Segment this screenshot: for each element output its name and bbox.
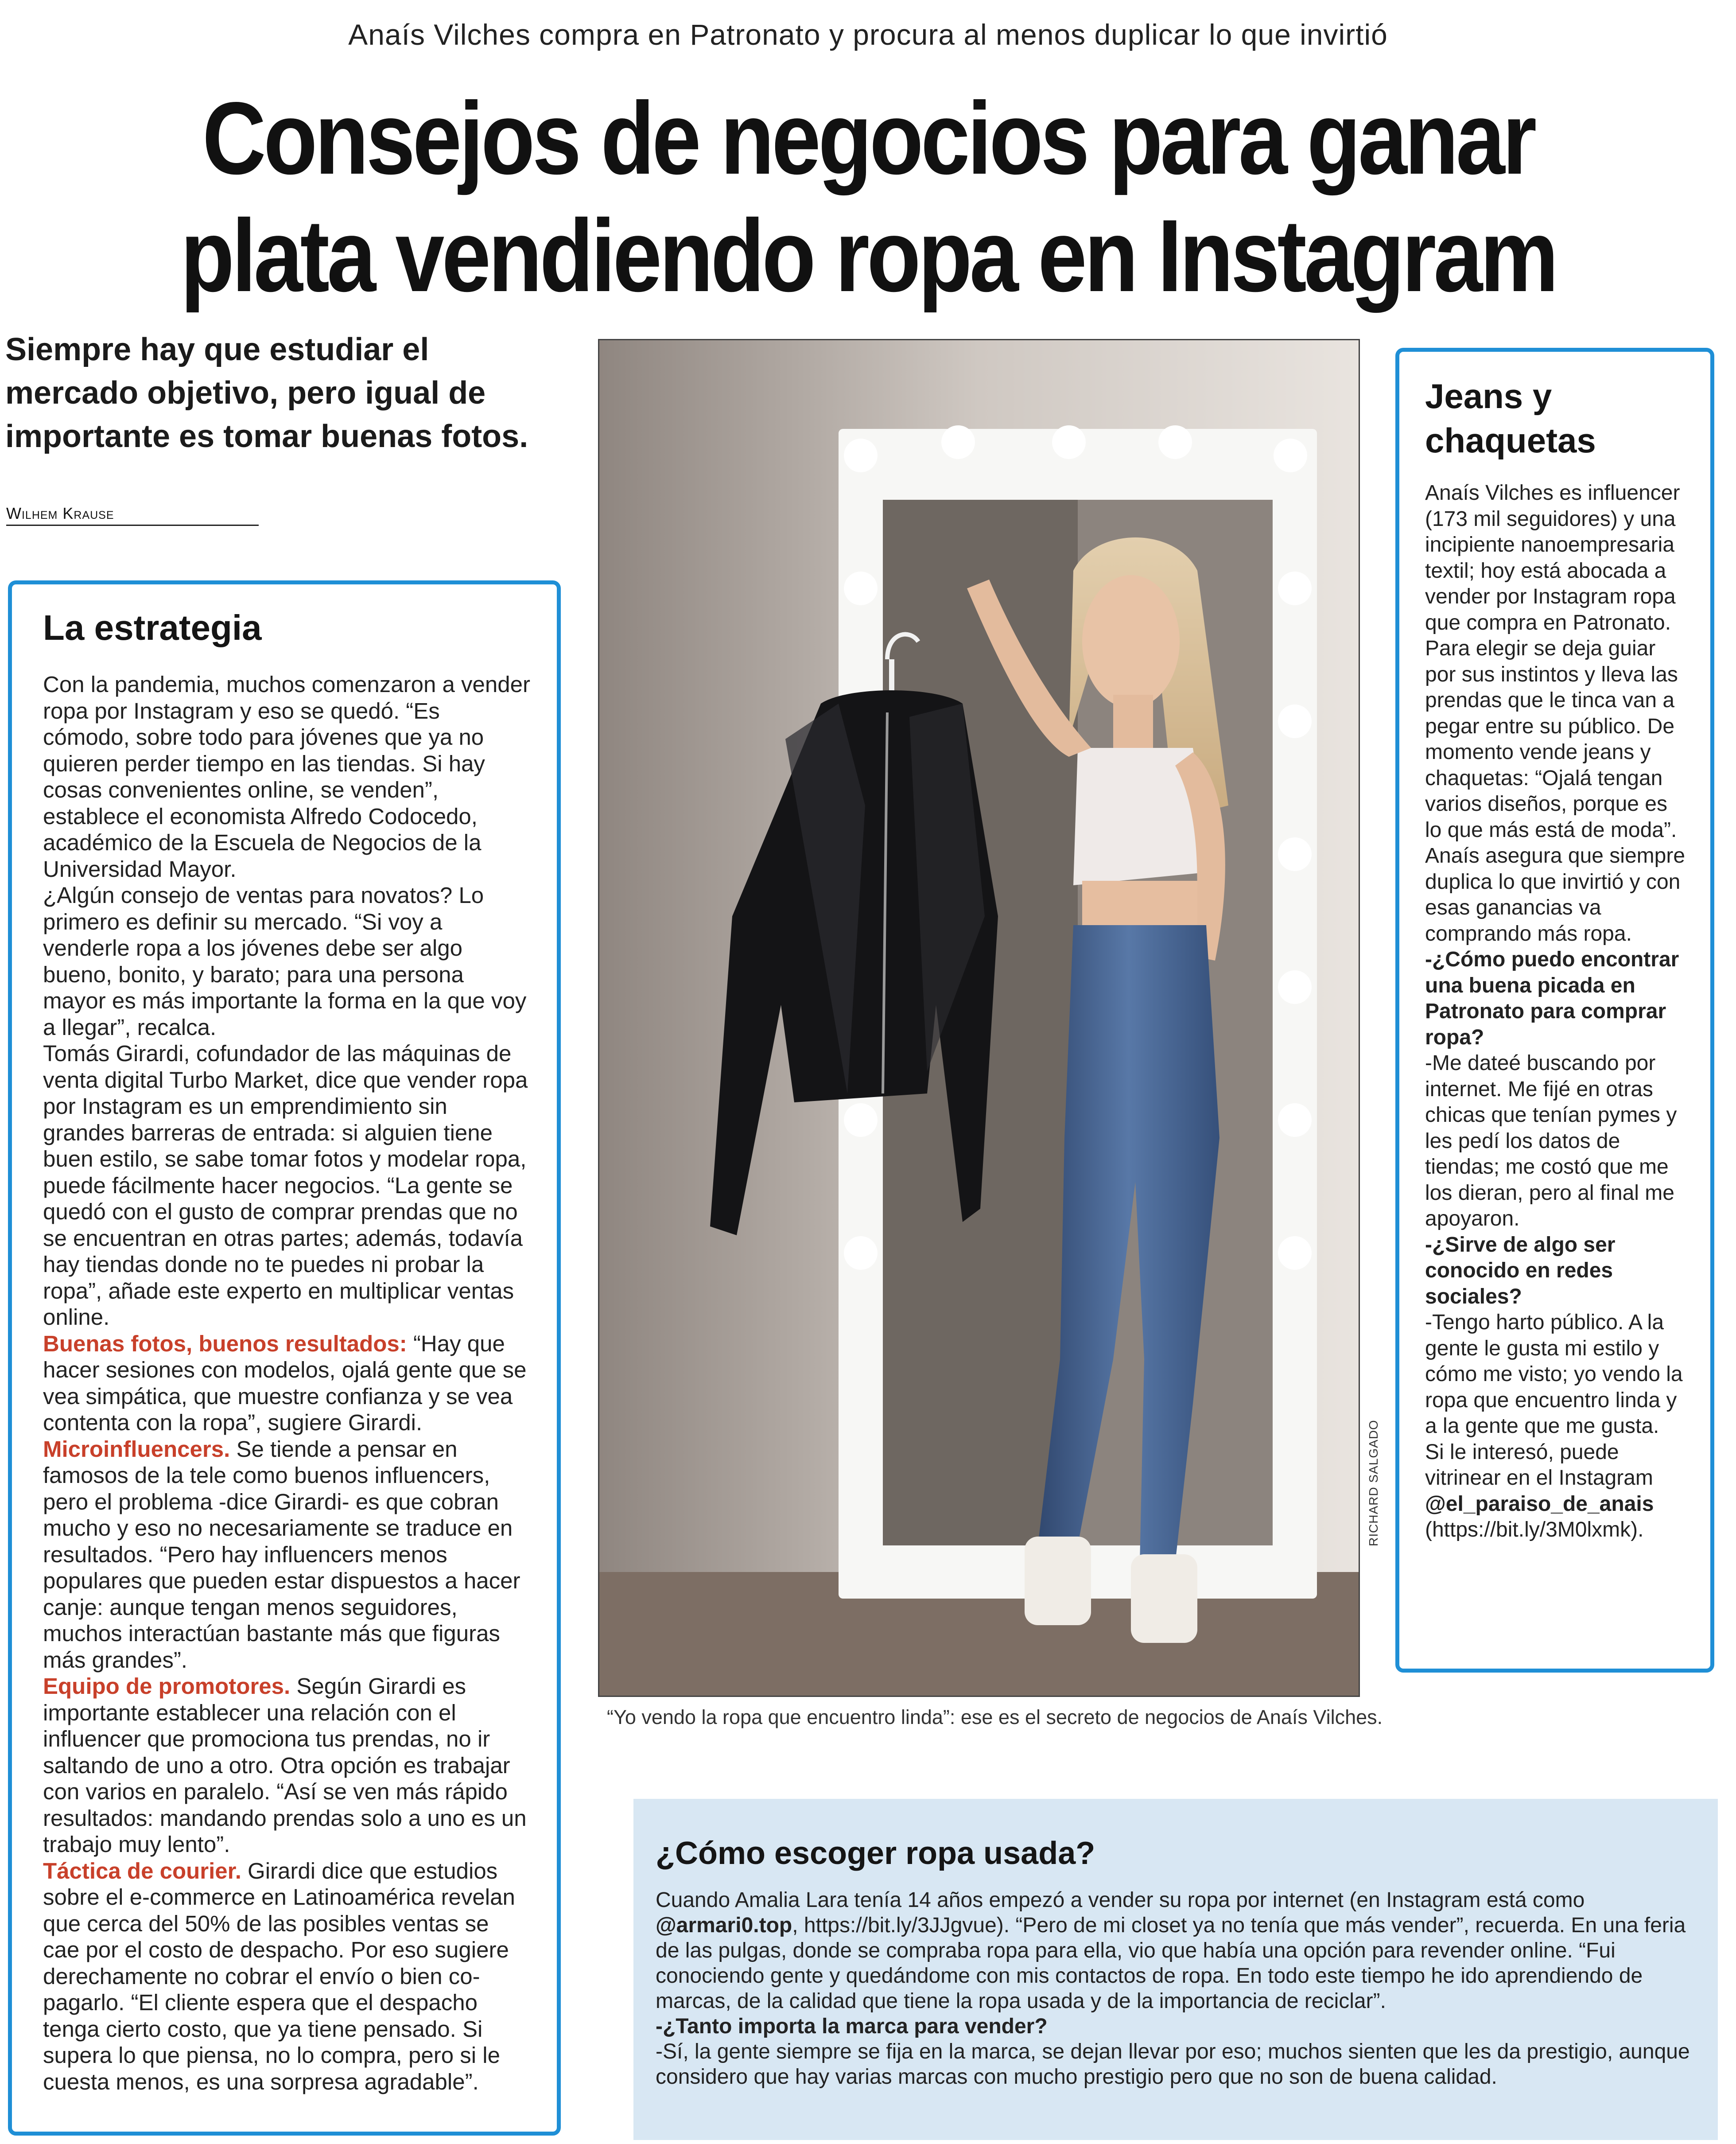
deck: Siempre hay que estudiar el mercado objetivo, pero igual de importante es tomar buenas fotos.: [5, 332, 528, 454]
photo-illustration: [599, 340, 1359, 1696]
estrategia-paragraph-5-text: Se tiende a pensar en famosos de la tele como buenos influencers, pero el problema -dice Girardi- es que cobran mucho y eso no necesariamente se traduce en resultados. “Pero hay influencers menos populares que pueden estar dispuestos a hacer canje: aunque tengan menos seguidores, muchos interactúan bastante más que figuras más grandes”.: [43, 1436, 520, 1673]
headline-line-1: Consejos de negocios para ganar: [202, 81, 1534, 196]
jeans-link[interactable]: (https://bit.ly/3M0lxmk).: [1425, 1518, 1644, 1541]
estrategia-paragraph-3: Tomás Girardi, cofundador de las máquinas de venta digital Turbo Market, dice que vender ropa por Instagram es un emprendimiento sin grandes barreras de entrada: si alguien tiene buen estilo, se sabe tomar fotos y modelar ropa, puede fácilmente hacer negocios. “La gente se quedó con el gusto de comprar prendas que no se encuentran en otras partes; además, todavía hay tiendas donde no te puedes ni probar la ropa”, añade este experto en multiplicar ventas online.: [43, 1041, 528, 1330]
subhead-microinfluencers: Microinfluencers.: [43, 1436, 230, 1462]
usada-body: [656, 1887, 1692, 2090]
estrategia-paragraph-1: Con la pandemia, muchos comenzaron a vender ropa por Instagram y eso se quedó. “Es cómodo, sobre todo para jóvenes que ya no quieren perder tiempo en las tiendas. Si hay cosas convenientes online, se venden”, establece el economista Alfredo Codocedo, académico de la Escuela de Negocios de la Universidad Mayor.: [43, 672, 530, 882]
usada-paragraph-1-start: Cuando Amalia Lara tenía 14 años empezó a vender su ropa por internet (en Instagram está como: [656, 1888, 1585, 1912]
jeans-question-1: -¿Cómo puedo encontrar una buena picada en Patronato para comprar ropa?: [1425, 948, 1679, 1049]
estrategia-paragraph-7-text: Girardi dice que estudios sobre el e-commerce en Latinoamérica revelan que cerca del 50% de las posibles ventas se cae por el costo de despacho. Por eso sugiere derechamente no cobrar el envío o bien co-pagarlo. “El cliente espera que el despacho tenga cierto costo, que ya tiene pensado. Si supera lo que piensa, no lo compra, pero si le cuesta menos, es una sorpresa agradable”.: [43, 1858, 515, 2094]
estrategia-title: La estrategia: [43, 608, 262, 647]
jeans-body: [1425, 480, 1687, 1543]
headline-line-2: plata vendiendo ropa en Instagram: [180, 198, 1556, 313]
byline: Wilhem Krause: [6, 504, 114, 522]
estrategia-body: [43, 671, 530, 2095]
jeans-box: [1395, 348, 1714, 1673]
byline-rule: [6, 525, 259, 526]
headline: [152, 80, 1585, 315]
estrategia-paragraph-2: ¿Algún consejo de ventas para novatos? Lo primero es definir su mercado. “Si voy a venderle ropa a los jóvenes debe ser algo bueno, bonito, y barato; para una persona mayor es más importante la forma en la que voy a llegar”, recalca.: [43, 883, 527, 1040]
jeans-instagram-handle[interactable]: @el_paraiso_de_anais: [1425, 1492, 1654, 1516]
usada-paragraph-1-end: , https://bit.ly/3JJgvue). “Pero de mi closet ya no tenía que más vender”, recuerda. En una feria de las pulgas, donde se compraba ropa para ella, vio que había una opción para revender online. “Fui conociendo gente y quedándome con mis contactos de ropa. En todo este tiempo he ido aprendiendo de marcas, de la calidad que tiene la ropa usada y de la importancia de reciclar”.: [656, 1914, 1686, 2013]
jeans-question-2: -¿Sirve de algo ser conocido en redes sociales?: [1425, 1233, 1616, 1308]
estrategia-box: [8, 580, 561, 2136]
main-photo: [598, 339, 1360, 1697]
estrategia-paragraph-7: [43, 1858, 530, 2095]
usada-instagram-handle[interactable]: @armari0.top: [656, 1914, 792, 1937]
photo-caption: “Yo vendo la ropa que encuentro linda”: ese es el secreto de negocios de Anaís Vilches.: [607, 1706, 1383, 1728]
usada-paragraph-1: [656, 1887, 1692, 2014]
estrategia-paragraph-4: [43, 1331, 530, 1436]
estrategia-paragraph-5: [43, 1436, 530, 1673]
jeans-paragraph-2: Anaís asegura que siempre duplica lo que invirtió y con esas ganancias va comprando más ropa.: [1425, 844, 1686, 946]
usada-title: ¿Cómo escoger ropa usada?: [656, 1836, 1095, 1871]
photo-credit: RICHARD SALGADO: [1367, 1420, 1380, 1546]
estrategia-paragraph-4-text: “Hay que hacer sesiones con modelos, ojalá gente que se vea simpática, que muestre confianza y se vea contenta con la ropa”, sugiere Girardi.: [43, 1331, 527, 1435]
subhead-tactica-courier: Táctica de courier.: [43, 1858, 241, 1883]
usada-question-1: -¿Tanto importa la marca para vender?: [656, 2015, 1048, 2038]
subhead-buenas-fotos: Buenas fotos, buenos resultados:: [43, 1331, 407, 1356]
subhead-equipo-promotores: Equipo de promotores.: [43, 1673, 291, 1699]
usada-answer-1: -Sí, la gente siempre se fija en la marca, se dejan llevar por eso; muchos sienten que les da prestigio, aunque considero que hay varias marcas con mucho prestigio pero que no son de buena calidad.: [656, 2040, 1690, 2089]
estrategia-paragraph-6: [43, 1673, 530, 1858]
estrategia-paragraph-6-text: Según Girardi es importante establecer una relación con el influencer que promociona tus prendas, no ir saltando de uno a otro. Otra opción es trabajar con varios en paralelo. “Así se ven más rápido resultados: mandando prendas solo a uno es un trabajo muy lento”.: [43, 1673, 527, 1857]
jeans-paragraph-1: Anaís Vilches es influencer (173 mil seguidores) y una incipiente nanoempresaria textil; hoy está abocada a vender por Instagram ropa que compra en Patronato. Para elegir se deja guiar por sus instintos y lleva las prendas que le tinca van a pegar entre su público. De momento vende jeans y chaquetas: “Ojalá tengan varios diseños, porque es lo que más está de moda”.: [1425, 481, 1680, 842]
jeans-paragraph-3: Si le interesó, puede vitrinear en el Instagram: [1425, 1440, 1653, 1490]
jeans-answer-2: -Tengo harto público. A la gente le gusta mi estilo y cómo me visto; yo vendo la ropa que encuentro linda y a la gente que me gusta.: [1425, 1311, 1683, 1438]
jeans-answer-1: -Me dateé buscando por internet. Me fijé en otras chicas que tenían pymes y les pedí los datos de tiendas; me costó que me los dieran, pero al final me apoyaron.: [1425, 1051, 1677, 1230]
jeans-title: Jeans y chaquetas: [1425, 377, 1596, 460]
ropa-usada-box: [633, 1799, 1718, 2140]
kicker: Anaís Vilches compra en Patronato y procura al menos duplicar lo que invirtió: [348, 18, 1388, 51]
